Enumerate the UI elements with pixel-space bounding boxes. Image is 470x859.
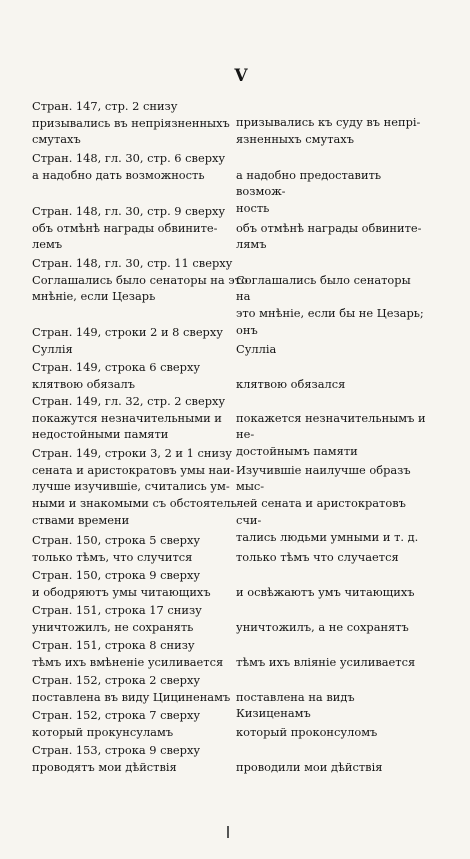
corrected-text-line — [236, 324, 426, 341]
original-text-line: клятвою обязалъ — [32, 376, 136, 391]
location-line: Стран. 153, строка 9 сверху — [32, 743, 201, 757]
errata-original — [32, 359, 230, 392]
location-line: Стран. 148, гл. 30, стр. 11 сверху — [32, 256, 233, 270]
corrected-text-line: покажется незначительнымъ и не- — [236, 410, 426, 442]
location-line: Стран. 150, строка 5 сверху — [32, 533, 201, 547]
location-line: Стран. 148, гл. 30, стр. 9 сверху — [32, 204, 226, 218]
errata-original — [32, 150, 230, 183]
corrected-text-line: Изучившіе наилучше образъ мыс- — [236, 462, 411, 494]
errata-correction — [236, 707, 426, 740]
errata-original — [32, 393, 230, 443]
location-line: Стран. 149, строка 6 сверху — [32, 360, 201, 374]
original-text-line: лучше изучившіе, считались ум- — [32, 479, 230, 494]
corrected-text-line: онъ — [236, 322, 258, 337]
original-text-line: призывались въ непріязненныхъ — [32, 115, 230, 130]
location-line: Стран. 150, строка 9 сверху — [32, 568, 201, 582]
original-text-line: ными и знакомыми съ обстоятель- — [32, 496, 241, 511]
corrected-text-line: уничтожилъ, а не сохранятъ — [236, 619, 409, 634]
errata-correction — [236, 567, 426, 600]
location-line: Стран. 149, гл. 32, стр. 2 сверху — [32, 394, 226, 408]
original-text-line: и ободряютъ умы читающихъ — [32, 584, 211, 599]
original-text-line: проводятъ мои дѣйствія — [32, 759, 177, 774]
location-line: Стран. 149, строки 2 и 8 сверху — [32, 325, 223, 339]
errata-original — [32, 707, 230, 740]
original-text-line: ствами времени — [32, 512, 130, 527]
errata-original — [32, 324, 230, 357]
errata-original — [32, 445, 241, 529]
original-text-line: сената и аристократовъ умы наи- — [32, 462, 235, 477]
corrected-text-line — [236, 567, 426, 584]
errata-correction — [236, 324, 426, 357]
errata-original — [32, 203, 230, 253]
corrected-text-line: язненныхъ смутахъ — [236, 131, 354, 146]
original-text-line: объ отмѣнѣ награды обвините- — [32, 220, 218, 235]
original-text-line: мнѣніе, если Цезарь — [32, 289, 156, 304]
errata-original — [32, 567, 230, 600]
errata-original — [32, 672, 230, 705]
location-line: Стран. 148, гл. 30, стр. 6 сверху — [32, 151, 226, 165]
corrected-text-line: объ отмѣнѣ награды обвините- — [236, 220, 422, 235]
corrected-text-line — [236, 150, 426, 167]
errata-original — [32, 532, 230, 565]
errata-correction — [236, 445, 426, 545]
original-text-line: смутахъ — [32, 132, 81, 147]
corrected-text-line — [236, 445, 426, 462]
errata-original — [32, 255, 248, 305]
corrected-text-line: и освѣжаютъ умъ читающихъ — [236, 584, 415, 599]
location-line: Стран. 147, стр. 2 снизу — [32, 99, 178, 113]
errata-correction — [236, 742, 426, 775]
corrected-text-line: а надобно предоставить возмож- — [236, 167, 382, 199]
corrected-text-line — [236, 672, 426, 689]
corrected-text-line: поставлена на видъ Кизиценамъ — [236, 689, 355, 721]
corrected-text-line — [236, 637, 426, 654]
corrected-text-line — [236, 203, 426, 220]
errata-correction — [236, 602, 426, 635]
errata-correction — [236, 532, 426, 565]
original-text-line: поставлена въ виду Цициненамъ — [32, 689, 231, 704]
corrected-text-line: Соглашались было сенаторы на — [236, 272, 411, 304]
location-line: Стран. 152, строка 2 сверху — [32, 673, 201, 687]
original-text-line: покажутся незначительными и — [32, 410, 222, 425]
location-line: Стран. 151, строка 17 снизу — [32, 603, 202, 617]
errata-correction — [236, 637, 426, 670]
corrected-text-line: тѣмъ ихъ вліяніе усиливается — [236, 654, 416, 669]
original-text-line: только тѣмъ, что случится — [32, 549, 193, 564]
corrected-text-line: лямъ — [236, 237, 267, 252]
corrected-text-line: достойнымъ памяти — [236, 444, 358, 459]
corrected-text-line — [236, 359, 426, 376]
errata-original — [32, 602, 230, 635]
original-text-line: который прокунсуламъ — [32, 724, 174, 739]
errata-original — [32, 98, 230, 148]
errata-original — [32, 742, 230, 775]
errata-correction — [236, 359, 426, 392]
corrected-text-line: призывались къ суду въ непрі- — [236, 115, 421, 129]
corrected-text-line: только тѣмъ что случается — [236, 549, 399, 564]
corrected-text-line: проводили мои дѣйствія — [236, 759, 383, 774]
corrected-text-line: который проконсуломъ — [236, 724, 378, 739]
original-text-line: Суллія — [32, 341, 73, 356]
corrected-text-line: лей сената и аристократовъ счи- — [236, 496, 406, 527]
original-text-line: а надобно дать возможность — [32, 167, 205, 182]
original-text-line: недостойными памяти — [32, 427, 169, 442]
errata-correction — [236, 203, 426, 253]
page-number: V — [234, 66, 248, 86]
corrected-text-line: это мнѣніе, если бы не Цезарь; — [236, 306, 424, 321]
corrected-text-line — [236, 532, 426, 549]
corrected-text-line — [236, 602, 426, 619]
location-line: Стран. 151, строка 8 снизу — [32, 638, 195, 652]
location-line: Стран. 149, строки 3, 2 и 1 снизу — [32, 446, 232, 460]
corrected-text-line — [236, 707, 426, 724]
corrected-text-line — [236, 742, 426, 759]
errata-original — [32, 637, 230, 670]
original-text-line: лемъ — [32, 237, 63, 252]
corrected-text-line: ность — [236, 201, 270, 216]
corrected-text-line — [236, 255, 426, 272]
stray-ink-mark — [227, 826, 229, 838]
corrected-text-line — [236, 393, 426, 410]
corrected-text-line: тались людьми умными и т. д. — [236, 529, 419, 544]
location-line: Стран. 152, строка 7 сверху — [32, 708, 201, 722]
original-text-line: тѣмъ ихъ вмѣненіе усиливается — [32, 654, 224, 669]
corrected-text-line: клятвою обязался — [236, 376, 346, 391]
corrected-text-line: Сулліа — [236, 341, 277, 356]
original-text-line: Соглашались было сенаторы на это — [32, 272, 248, 287]
original-text-line: уничтожилъ, не сохранять — [32, 619, 194, 634]
errata-correction — [236, 114, 426, 147]
